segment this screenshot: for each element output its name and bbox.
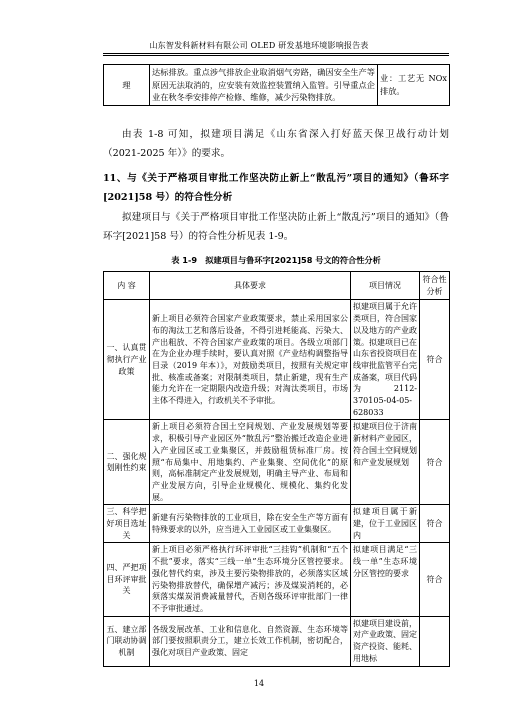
header-requirement: 具体要求: [150, 272, 351, 300]
row-situation: 拟建项目属于允许类项目，符合国家以及地方的产业政策。拟建项目已在山东省投资项目在线审批监管平台完成备案，项目代码为 2112-370105-04-05-628033: [351, 300, 420, 420]
table-row: [104, 505, 450, 543]
row-requirement: 各级发展改革、工业和信息化、自然资源、生态环境等部门要按照职责分工，建立长效工作机制，密切配合，强化对项目产业政策、固定: [150, 616, 351, 666]
row-situation: 拟建项目建设前，对产业政策、固定资产投资、能耗、用地标: [351, 616, 420, 666]
row-category: 四、严把项目环评审批关: [104, 543, 150, 616]
table-header-row: [104, 272, 450, 300]
conformity-table: [103, 271, 450, 667]
row-conformity: 符合: [420, 300, 450, 420]
paragraph-intro-table: 拟建项目与《关于严格项目审批工作坚决防止新上“散乱污”项目的通知》（鲁环字[2021]58 号）的符合性分析见表 1-9。: [103, 212, 449, 242]
page-number: 14: [253, 679, 265, 688]
row-requirement: 新上项目必须符合国土空间规划、产业发展规划等要求，积极引导产业园区外“散乱污”整治搬迁改造企业进入产业园区或工业集聚区，并鼓励租赁标准厂房。按照“布局集中、用地集约、产业集聚、空间优化”的原则，高标准制定产业发展规划，明确主导产业、布局和产业发展方向，引导企业规模化、规模化、集约化发展。: [150, 420, 351, 505]
header-content: 内 容: [104, 272, 150, 300]
row-category: 一、认真贯彻执行产业政策: [104, 300, 150, 420]
header-situation: 项目情况: [351, 272, 420, 300]
row-situation: 拟建项目满足“三线一单”生态环境分区管控的要求: [351, 543, 420, 616]
row-conformity: 符合: [420, 505, 450, 543]
table-cell-situation: 业：工艺无 NOx 排放。: [378, 65, 450, 106]
page-header: 山东智发科新材料有限公司 OLED 研发基地环境影响报告表: [149, 41, 369, 50]
table-row: [104, 616, 450, 666]
row-category: 五、建立部门联动协调机制: [104, 616, 150, 666]
continued-table: [103, 64, 450, 106]
row-situation: 拟建项目属于新建，位于工业园区内: [351, 505, 420, 543]
header-rule-thin: [103, 55, 449, 56]
table-cell-category: 理: [104, 65, 150, 106]
header-conformity: 符合性分析: [420, 272, 450, 300]
header-rule: [103, 53, 449, 54]
paragraph-conclusion: 由表 1-8 可知，拟建项目满足《山东省深入打好蓝天保卫战行动计划（2021-2025 年）》的要求。: [103, 129, 449, 159]
row-category: 二、强化规划刚性约束: [104, 420, 150, 505]
row-category: 三、科学把好项目选址关: [104, 505, 150, 543]
row-situation: 拟建项目位于济南新材料产业园区，符合国土空间规划和产业发展规划: [351, 420, 420, 505]
row-requirement: 新建有污染物排放的工业项目，除在安全生产等方面有特殊要求的以外，应当进入工业园区或工业集聚区。: [150, 505, 351, 543]
table-row: [104, 420, 450, 505]
row-conformity: 符合: [420, 420, 450, 505]
table-row: [104, 543, 450, 616]
table-caption: 表 1-9 拟建项目与鲁环字[2021]58 号文的符合性分析: [171, 255, 381, 265]
row-conformity: [420, 616, 450, 666]
section-heading-11: 11、与《关于严格项目审批工作坚决防止新上“散乱污”项目的通知》（鲁环字[2021]58 号）的符合性分析: [103, 173, 449, 203]
table-row: [104, 300, 450, 420]
table-row: [104, 65, 450, 106]
row-requirement: 新上项目必须严格执行环评审批“三挂钩”机制和“五个不批”要求，落实“三线一单”生态环境分区管控要求。强化替代约束，涉及主要污染物排放的，必须落实区域污染物排放替代，确保增产减污；涉及煤炭消耗的，必须落实煤炭消费减量替代，否则各级环评审批部门一律不予审批通过。: [150, 543, 351, 616]
table-cell-requirement: 达标排放。重点涉气排放企业取消烟气旁路，确因安全生产等原因无法取消的，应安装有效监控装置纳入监管。引导重点企业在秋冬季安排停产检修、维修，减少污染物排放。: [150, 65, 378, 106]
row-requirement: 新上项目必须符合国家产业政策要求，禁止采用国家公布的淘汰工艺和落后设备，不得引进耗能高、污染大、产出粗放、不符合国家产业政策的项目。各级立项部门在为企业办理手续时，要认真对照《产业结构调整指导目录（2019 年本）》，对鼓励类项目，按照有关规定审批、核准或备案；对限制类项目，禁止新建，现有生产能力允许在一定期限内改造升级；对淘汰类项目，市场主体不得进入，行政机关不予审批。: [150, 300, 351, 420]
row-conformity: 符合: [420, 543, 450, 616]
